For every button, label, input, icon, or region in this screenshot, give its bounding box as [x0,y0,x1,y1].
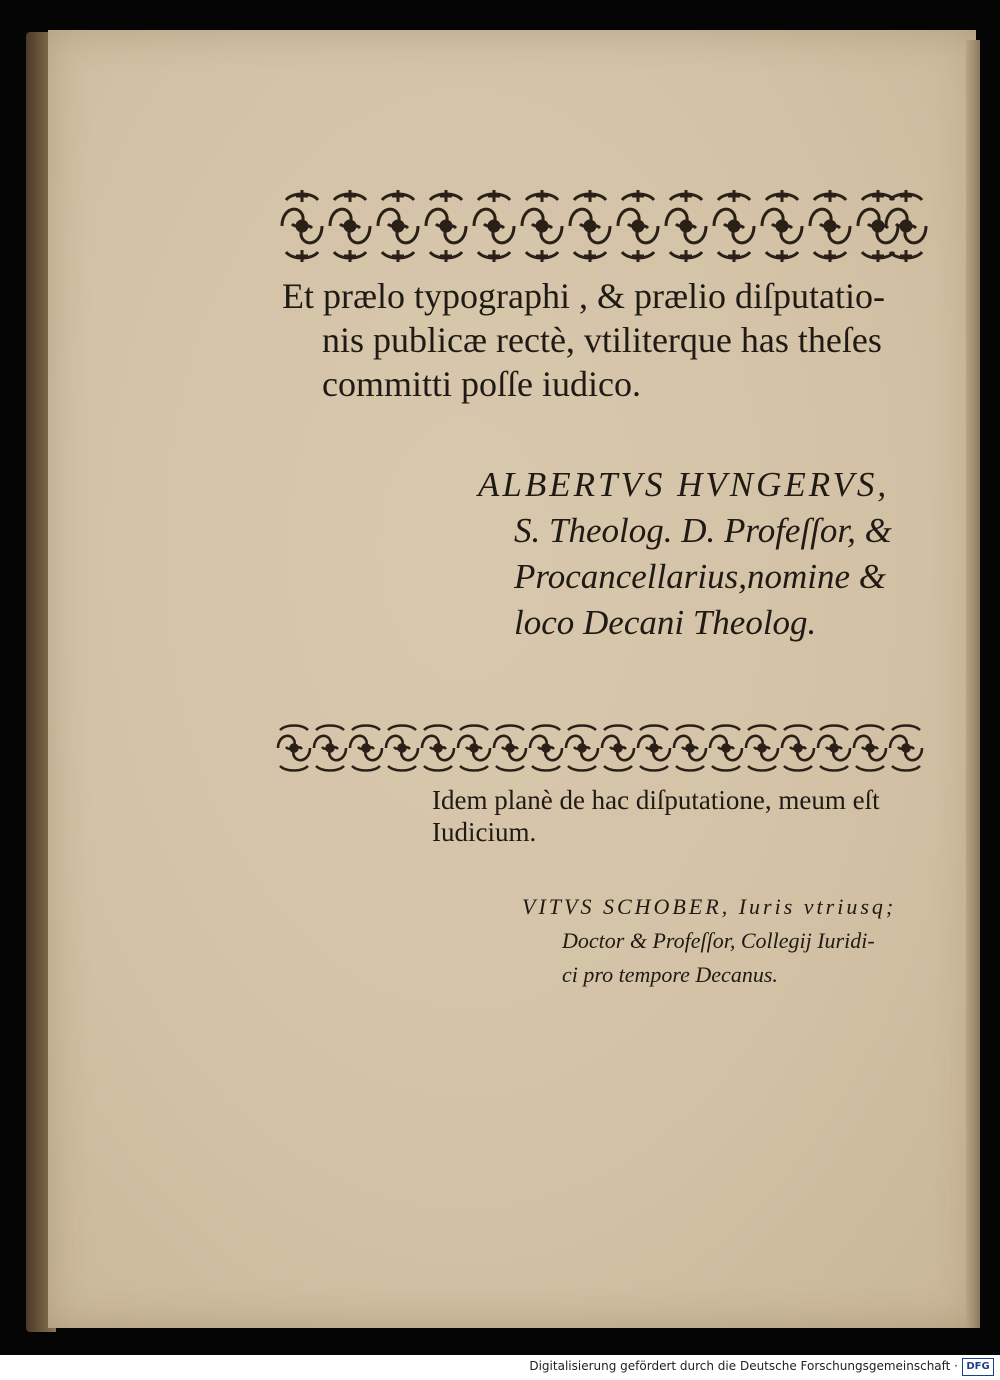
ornament-band-top [278,180,932,272]
signature-hungerus [478,462,948,646]
signature-schober-line-2: Doctor & Profeſſor, Collegij Iuridi- [562,928,875,953]
signature-hungerus-line-1: ALBERTVS HVNGERVS, [478,465,890,504]
approval-text-line-3: committi poſſe iudico. [322,364,641,404]
signature-hungerus-line-2: S. Theolog. D. Profeſſor, & [514,511,892,550]
approval-text-line-2: nis publicæ rectè, vtiliterque has theſes [322,320,882,360]
signature-schober-line-1: VITVS SCHOBER, Iuris vtriusq; [522,894,897,919]
footer-bar [0,1355,1000,1380]
concurrence-text [432,784,942,848]
concurrence-text-line-1: Idem planè de hac diſputatione, meum eſt [432,785,880,815]
approval-text [282,274,942,406]
ornament-pattern-middle [278,726,922,771]
approval-text-line-1: Et prælo typographi , & prælio diſputatio- [282,276,885,316]
ornament-band-middle [276,722,926,774]
signature-hungerus-line-4: loco Decani Theolog. [514,603,817,642]
page-right-edge [966,40,980,1328]
concurrence-text-line-2: Iudicium. [432,817,537,847]
dfg-logo[interactable]: DFG [962,1358,994,1376]
signature-schober-line-3: ci pro tempore Decanus. [562,962,778,987]
signature-hungerus-line-3: Procancellarius,nomine & [514,557,886,596]
footer-credit: Digitalisierung gefördert durch die Deutsche Forschungsgemeinschaft · [529,1359,958,1373]
signature-schober [522,890,942,992]
ornament-pattern-top [282,190,926,262]
